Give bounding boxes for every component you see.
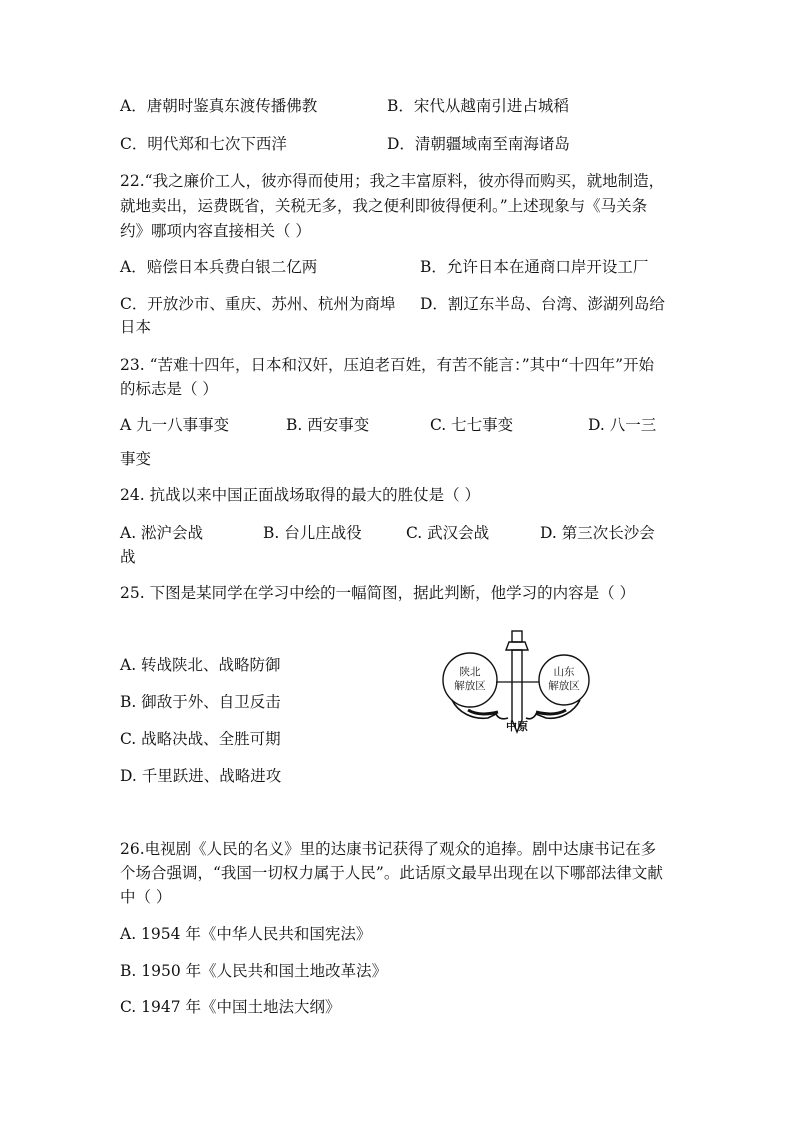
q24-option-b: B. 台儿庄战役 — [263, 524, 362, 542]
q24-option-a: A. 淞沪会战 — [120, 524, 204, 542]
q25-option-b: B. 御敌于外、自卫反击 — [120, 693, 281, 711]
q26-option-b: B. 1950 年《人民共和国土地改革法》 — [120, 962, 388, 980]
q21-option-a: A．唐朝时鉴真东渡传播佛教 — [120, 97, 318, 115]
left-region-label-top: 陕北 — [459, 666, 481, 678]
q25-option-c: C. 战略决战、全胜可期 — [120, 730, 281, 748]
q25-option-a: A. 转战陕北、战略防御 — [120, 656, 281, 674]
q24-option-c: C. 武汉会战 — [406, 524, 490, 542]
q26-option-c: C. 1947 年《中国土地法大纲》 — [120, 998, 341, 1016]
q25-diagram — [438, 628, 628, 740]
q21-option-c: C．明代郑和七次下西洋 — [120, 135, 287, 153]
q22-stem-line-1: 22.“我之廉价工人，彼亦得而使用；我之丰富原料，彼亦得而购买，就地制造， — [120, 172, 665, 190]
q26-option-a: A. 1954 年《中华人民共和国宪法》 — [120, 925, 372, 943]
q23-option-d-wrap: 事变 — [120, 450, 152, 468]
q26-stem-line-2: 个场合强调，“我国一切权力属于人民”。此话原文最早出现在以下哪部法律文献 — [120, 864, 663, 882]
q21-option-b: B．宋代从越南引进占城稻 — [387, 97, 569, 115]
q21-option-d: D．清朝疆域南至南海诸岛 — [387, 135, 570, 153]
dagger-handle — [512, 631, 522, 642]
left-arm-arrow — [452, 700, 508, 719]
q23-option-c: C. 七七事变 — [430, 416, 514, 434]
q22-option-c: C．开放沙市、重庆、苏州、杭州为商埠 — [120, 295, 396, 313]
q22-option-a: A．赔偿日本兵费白银二亿两 — [120, 258, 318, 276]
q22-stem-line-3: 约》哪项内容直接相关（ ） — [120, 222, 311, 240]
dagger-guard — [506, 642, 528, 650]
q22-option-d-wrap: 日本 — [120, 318, 152, 336]
center-region-label: 中原 — [506, 720, 528, 733]
q24-stem: 24. 抗战以来中国正面战场取得的最大的胜仗是（ ） — [120, 486, 481, 504]
left-region-label-bottom: 解放区 — [454, 680, 486, 692]
q23-option-a: A 九一八事事变 — [120, 416, 230, 434]
q26-stem-line-1: 26.电视剧《人民的名义》里的达康书记获得了观众的追捧。剧中达康书记在多 — [120, 840, 657, 858]
q22-option-d: D．割辽东半岛、台湾、澎湖列岛给 — [420, 295, 665, 313]
q22-stem-line-2: 就地卖出，运费既省，关税无多，我之便利即彼得便利。”上述现象与《马关条 — [120, 197, 648, 215]
right-region-label-bottom: 解放区 — [548, 680, 580, 692]
q22-option-b: B．允许日本在通商口岸开设工厂 — [420, 258, 649, 276]
q26-stem-line-3: 中（ ） — [120, 888, 172, 906]
q23-stem-line-1: 23. “苦难十四年，日本和汉奸，压迫老百姓，有苦不能言：”其中“十四年”开始 — [120, 356, 655, 374]
q23-option-d: D. 八一三 — [588, 416, 657, 434]
q23-option-b: B. 西安事变 — [286, 416, 370, 434]
q24-option-d: D. 第三次长沙会 — [540, 524, 655, 542]
q25-option-d: D. 千里跃进、战略进攻 — [120, 767, 282, 785]
q24-option-d-wrap: 战 — [120, 548, 136, 566]
right-region-label-top: 山东 — [553, 666, 575, 678]
right-arm-shading — [536, 710, 566, 714]
q25-stem: 25. 下图是某同学在学习中绘的一幅简图，据此判断，他学习的内容是（ ） — [120, 584, 636, 602]
q23-stem-line-2: 的标志是（ ） — [120, 380, 218, 398]
left-arm-shading — [468, 710, 498, 714]
